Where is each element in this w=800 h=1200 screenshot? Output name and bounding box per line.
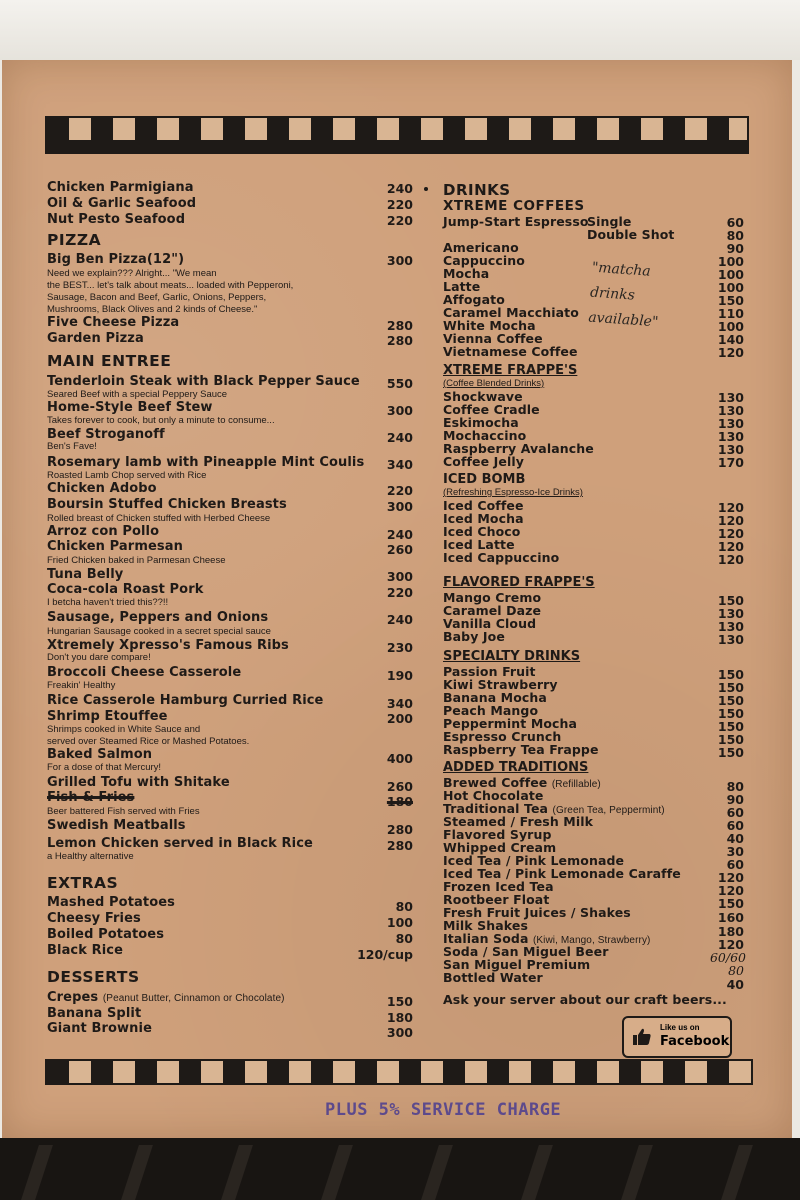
menu-item-name: Vietnamese Coffee (443, 344, 578, 359)
menu-item-name: Fresh Fruit Juices / Shakes (443, 905, 631, 920)
handwritten-line: drinks (589, 284, 636, 304)
subsection-heading-xtreme-coffees: XTREME COFFEES (443, 198, 585, 214)
menu-item-price: 240 (386, 181, 413, 196)
menu-item-price: 170 (717, 455, 744, 470)
menu-item-name: Iced Choco (443, 524, 521, 539)
menu-item-name: Iced Tea / Pink Lemonade (443, 853, 625, 868)
menu-item-price: 80 (395, 931, 413, 946)
menu-item-price: 190 (386, 668, 413, 683)
menu-item-price: 260 (386, 779, 413, 794)
menu-item-name: Baby Joe (443, 629, 505, 644)
menu-item-name: Soda / San Miguel Beer (443, 944, 609, 959)
menu-item-price: 240 (386, 612, 413, 627)
menu-item-price: 80 (395, 899, 413, 914)
menu-item-price: 100 (717, 280, 744, 295)
menu-item-price: 150 (717, 896, 744, 911)
menu-item-name: Home-Style Beef Stew (47, 400, 213, 415)
menu-item-price: 280 (386, 318, 413, 333)
menu-item-name: Oil & Garlic Seafood (47, 196, 197, 211)
menu-item-name: Iced Tea / Pink Lemonade Caraffe (443, 866, 681, 881)
menu-item-description: Rolled breast of Chicken stuffed with Herbed Cheese (47, 513, 271, 524)
menu-item-name: Peach Mango (443, 703, 539, 718)
menu-item-description: Shrimps cooked in White Sauce and (47, 724, 201, 735)
menu-item-description: I betcha haven't tried this??!! (47, 597, 169, 608)
section-heading-desserts: DESSERTS (47, 968, 140, 986)
menu-item-price: 120 (717, 870, 744, 885)
menu-item-name: Five Cheese Pizza (47, 315, 180, 330)
menu-item-price: 280 (386, 822, 413, 837)
menu-item-price: 110 (717, 306, 744, 321)
subsection-heading-iced-bomb: ICED BOMB (443, 472, 526, 487)
subsection-note: (Refreshing Espresso-Ice Drinks) (443, 487, 583, 498)
menu-item-name: Swedish Meatballs (47, 818, 186, 833)
menu-item-name: Flavored Syrup (443, 827, 552, 842)
menu-item-price: 260 (386, 542, 413, 557)
menu-item-price: 130 (717, 390, 744, 405)
menu-item-name: Cheesy Fries (47, 911, 141, 926)
menu-item-name: Raspberry Avalanche (443, 441, 594, 456)
menu-item-name: Rosemary lamb with Pineapple Mint Coulis (47, 455, 365, 470)
menu-item-name: Coca-cola Roast Pork (47, 582, 204, 597)
menu-item-name: Iced Mocha (443, 511, 524, 526)
menu-item-name: San Miguel Premium (443, 957, 591, 972)
menu-item-price: 120 (717, 513, 744, 528)
menu-item-name: Nut Pesto Seafood (47, 212, 186, 227)
section-heading-extras: EXTRAS (47, 874, 119, 892)
menu-item-price: 150 (717, 293, 744, 308)
menu-item-name: Sausage, Peppers and Onions (47, 610, 269, 625)
menu-item-price: 220 (386, 213, 413, 228)
menu-item-name: Broccoli Cheese Casserole (47, 665, 242, 680)
menu-item-name: Mango Cremo (443, 590, 542, 605)
menu-item-name: Baked Salmon (47, 747, 153, 762)
menu-item-description: Freakin' Healthy (47, 680, 116, 691)
menu-item-description: Roasted Lamb Chop served with Rice (47, 470, 207, 481)
section-heading-drinks: DRINKS (443, 181, 511, 199)
menu-item-name: Caramel Daze (443, 603, 542, 618)
menu-item-price: 240 (386, 527, 413, 542)
menu-item-name: Espresso Crunch (443, 729, 562, 744)
menu-item-name: Affogato (443, 292, 505, 307)
menu-item-price-handwritten: 60/60 (709, 950, 746, 965)
menu-item-name: Latte (443, 279, 481, 294)
menu-item-price: 550 (386, 376, 413, 391)
facebook-badge-caption: Like us on (660, 1023, 700, 1032)
menu-item-price: 30 (726, 844, 744, 859)
menu-item-name: Chicken Adobo (47, 481, 157, 496)
menu-item-name: Mashed Potatoes (47, 895, 175, 910)
menu-item-name: Coffee Jelly (443, 454, 524, 469)
menu-item-price: 100 (717, 267, 744, 282)
menu-item-name: Beef Stroganoff (47, 427, 165, 442)
menu-item-price: 120 (717, 526, 744, 541)
menu-item-price: 150 (717, 680, 744, 695)
menu-item-name: Raspberry Tea Frappe (443, 742, 599, 757)
menu-item-price: 120 (717, 883, 744, 898)
menu-item-price: 150 (717, 745, 744, 760)
menu-item-name: Shrimp Etouffee (47, 709, 168, 724)
menu-item-name: Milk Shakes (443, 918, 529, 933)
menu-item-price: 340 (386, 457, 413, 472)
menu-item-price: 150 (717, 732, 744, 747)
menu-item-price: 150 (386, 994, 413, 1009)
menu-item-description: Don't you dare compare! (47, 652, 151, 663)
menu-item-description: Hungarian Sausage cooked in a secret special sauce (47, 626, 271, 637)
menu-item-name: Big Ben Pizza(12") (47, 252, 185, 267)
menu-item-price: 60 (726, 818, 744, 833)
menu-item-name: Iced Latte (443, 537, 515, 552)
menu-item-price: 80 (726, 228, 744, 243)
menu-item-price: 150 (717, 706, 744, 721)
menu-item-price: 60 (726, 805, 744, 820)
menu-item-price: 100 (717, 319, 744, 334)
menu-item-description: Beer battered Fish served with Fries (47, 806, 200, 817)
menu-item-price: 60 (726, 215, 744, 230)
menu-item-price: 300 (386, 569, 413, 584)
craft-beer-note: Ask your server about our craft beers... (443, 992, 727, 1007)
menu-item-name: Bottled Water (443, 970, 543, 985)
menu-item-name: Kiwi Strawberry (443, 677, 558, 692)
menu-item-price: 90 (726, 792, 744, 807)
menu-item-name: Boursin Stuffed Chicken Breasts (47, 497, 287, 512)
menu-item-name: Vienna Coffee (443, 331, 543, 346)
handwritten-line: available" (587, 309, 659, 331)
menu-item-name: Garden Pizza (47, 331, 144, 346)
facebook-like-badge[interactable] (622, 1016, 732, 1058)
menu-item-name-crossed-out: Fish & Fries (47, 790, 135, 805)
menu-item-name: Caramel Macchiato (443, 305, 579, 320)
menu-item-name: Whipped Cream (443, 840, 557, 855)
facebook-badge-label: Facebook (660, 1034, 730, 1049)
menu-item-price-crossed-out: 180 (386, 794, 413, 809)
menu-item-name: Black Rice (47, 943, 124, 958)
menu-item-name: Lemon Chicken served in Black Rice (47, 836, 313, 851)
menu-item-name: Banana Split (47, 1006, 142, 1021)
menu-item-name: Banana Mocha (443, 690, 547, 705)
thumbs-up-icon (632, 1027, 652, 1047)
menu-item-description: Ben's Fave! (47, 441, 97, 452)
menu-item-price: 220 (386, 197, 413, 212)
menu-item-name: Peppermint Mocha (443, 716, 578, 731)
drinks-column (443, 0, 748, 1100)
menu-item-name: Chicken Parmesan (47, 539, 183, 554)
menu-item-price-handwritten: 80 (728, 963, 744, 978)
menu-item-name: Frozen Iced Tea (443, 879, 554, 894)
menu-item-name: Brewed Coffee (Refillable) (443, 775, 601, 790)
menu-item-price: 240 (386, 430, 413, 445)
menu-item-description: Fried Chicken baked in Parmesan Cheese (47, 555, 226, 566)
menu-item-name: Rootbeer Float (443, 892, 550, 907)
menu-item-name: Vanilla Cloud (443, 616, 537, 631)
menu-item-name: Shockwave (443, 389, 523, 404)
subsection-note: (Coffee Blended Drinks) (443, 378, 545, 389)
menu-item-name: Tenderloin Steak with Black Pepper Sauce (47, 374, 360, 389)
menu-item-price: 300 (386, 253, 413, 268)
menu-item-name: Chicken Parmigiana (47, 180, 194, 195)
menu-item-description: Need we explain??? Alright... "We mean (47, 268, 217, 279)
menu-item-price: 280 (386, 333, 413, 348)
menu-item-name: Passion Fruit (443, 664, 536, 679)
subsection-heading-flavored-frappes: FLAVORED FRAPPE'S (443, 575, 595, 590)
menu-item-price: 230 (386, 640, 413, 655)
menu-item-price: 300 (386, 1025, 413, 1040)
menu-item-price: 280 (386, 838, 413, 853)
menu-item-name: Boiled Potatoes (47, 927, 165, 942)
menu-item-price: 220 (386, 585, 413, 600)
menu-item-price: 130 (717, 429, 744, 444)
menu-item-name: Hot Chocolate (443, 788, 544, 803)
menu-item-name: Coffee Cradle (443, 402, 540, 417)
menu-item-name: Cappuccino (443, 253, 525, 268)
menu-item-price: 130 (717, 619, 744, 634)
background-floor (0, 1138, 800, 1200)
menu-item-name: Iced Cappuccino (443, 550, 560, 565)
menu-item-name: White Mocha (443, 318, 536, 333)
menu-item-price: 150 (717, 593, 744, 608)
menu-item-price: 100 (386, 915, 413, 930)
menu-item-price: 120 (717, 552, 744, 567)
menu-item-name: Steamed / Fresh Milk (443, 814, 594, 829)
menu-item-price: 160 (717, 910, 744, 925)
menu-item-description: served over Steamed Rice or Mashed Potatoes. (47, 736, 250, 747)
food-column (47, 0, 417, 1100)
menu-item-price: 220 (386, 483, 413, 498)
menu-item-price: 300 (386, 403, 413, 418)
menu-item-description: a Healthy alternative (47, 851, 134, 862)
espresso-option-label: Double Shot (587, 227, 675, 242)
menu-item-price: 120 (717, 539, 744, 554)
handwritten-line: "matcha (591, 259, 652, 280)
espresso-option-label: Single (587, 214, 632, 229)
menu-item-name: Rice Casserole Hamburg Curried Rice (47, 693, 324, 708)
menu-item-price: 300 (386, 499, 413, 514)
menu-item-name: Jump-Start Espresso (443, 214, 589, 229)
menu-item-price: 120 (717, 500, 744, 515)
menu-item-name: Americano (443, 240, 519, 255)
menu-item-name: Mocha (443, 266, 490, 281)
menu-item-price: 340 (386, 696, 413, 711)
menu-item-name: Giant Brownie (47, 1021, 152, 1036)
handwritten-note (587, 256, 662, 336)
menu-item-name: Crepes (Peanut Butter, Cinnamon or Chocolate) (47, 990, 285, 1005)
menu-item-name: Iced Coffee (443, 498, 524, 513)
menu-item-price: 400 (386, 751, 413, 766)
menu-item-price: 90 (726, 241, 744, 256)
menu-item-price: 130 (717, 403, 744, 418)
menu-item-price: 120 (717, 345, 744, 360)
menu-item-description: For a dose of that Mercury! (47, 762, 162, 773)
menu-item-price: 120 (717, 937, 744, 952)
menu-item-name: Italian Soda (Kiwi, Mango, Strawberry) (443, 931, 651, 946)
menu-item-name: Tuna Belly (47, 567, 124, 582)
menu-item-price: 180 (717, 924, 744, 939)
menu-item-price: 130 (717, 442, 744, 457)
section-heading-pizza: PIZZA (47, 231, 102, 249)
menu-item-price: 150 (717, 693, 744, 708)
subsection-heading-xtreme-frappes: XTREME FRAPPE'S (443, 363, 578, 378)
menu-item-price: 130 (717, 606, 744, 621)
menu-item-price: 130 (717, 416, 744, 431)
service-charge-stamp: PLUS 5% SERVICE CHARGE (325, 1100, 562, 1120)
section-heading-main-entree: MAIN ENTREE (47, 352, 172, 370)
menu-item-description: Seared Beef with a special Peppery Sauce (47, 389, 228, 400)
menu-item-name: Traditional Tea (Green Tea, Peppermint) (443, 801, 665, 816)
menu-item-price: 130 (717, 632, 744, 647)
subsection-heading-added-traditions: ADDED TRADITIONS (443, 760, 589, 775)
menu-item-name: Mochaccino (443, 428, 527, 443)
menu-item-price: 200 (386, 711, 413, 726)
menu-item-description: the BEST... let's talk about meats... loaded with Pepperoni, (47, 280, 294, 291)
menu-item-price: 40 (726, 831, 744, 846)
menu-item-price: 140 (717, 332, 744, 347)
menu-item-description: Mushrooms, Black Olives and 2 kinds of Cheese." (47, 304, 258, 315)
menu-item-description: Sausage, Bacon and Beef, Garlic, Onions, Peppers, (47, 292, 267, 303)
bullet-dot (424, 187, 428, 191)
menu-item-price: 100 (717, 254, 744, 269)
menu-item-name: Arroz con Pollo (47, 524, 160, 539)
menu-item-price: 60 (726, 857, 744, 872)
subsection-heading-specialty-drinks: SPECIALTY DRINKS (443, 649, 581, 664)
menu-item-price: 120/cup (357, 947, 413, 962)
menu-item-price: 180 (386, 1010, 413, 1025)
menu-item-price: 150 (717, 667, 744, 682)
menu-item-description: Takes forever to cook, but only a minute to consume... (47, 415, 275, 426)
menu-item-price: 80 (726, 779, 744, 794)
menu-item-name: Eskimocha (443, 415, 519, 430)
menu-item-name: Grilled Tofu with Shitake (47, 775, 230, 790)
menu-item-name: Xtremely Xpresso's Famous Ribs (47, 638, 289, 653)
menu-item-price: 40 (726, 977, 744, 992)
menu-item-price: 150 (717, 719, 744, 734)
